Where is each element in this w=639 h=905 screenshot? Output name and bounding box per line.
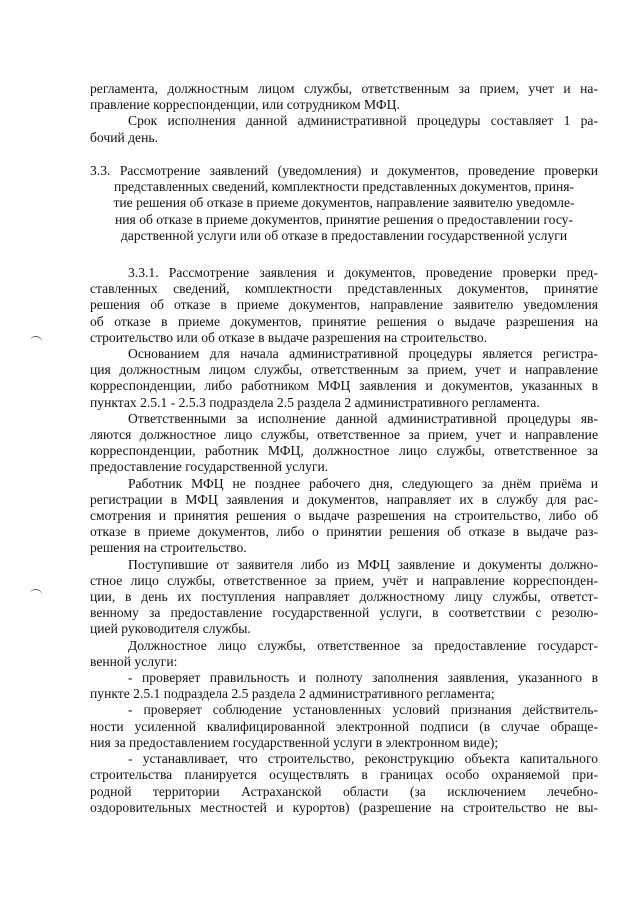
text-line: решения на строительство. (90, 540, 247, 556)
text-line: ния за предоставлением государственной услуги в электронном виде); (90, 734, 499, 750)
text-line: об отказе в приеме документов, принятие решения о выдаче разрешения на (90, 313, 598, 329)
text-line: смотрения и принятия решения о выдаче разрешения на строительство, либо об (90, 508, 598, 524)
text-line: цией руководителя службы. (90, 621, 251, 637)
text-line: - проверяет правильность и полноту заполнения заявления, указанного в (128, 670, 598, 686)
text-line: предоставление государственной услуги. (90, 459, 329, 475)
text-line: пунктах 2.5.1 - 2.5.3 подраздела 2.5 раздела 2 административного регламента. (90, 394, 540, 410)
text-line: 3.3.1. Рассмотрение заявления и документов, проведение проверки пред- (128, 265, 598, 280)
heading-line: дарственной услуги или об отказе в предоставлении государственной услуги (120, 227, 568, 243)
text-line: Работник МФЦ не позднее рабочего дня, следующего за днём приёма и (128, 475, 598, 491)
text-line: венной услуги: (90, 653, 178, 669)
text-line: ляются должностное лицо службы, ответственное за прием, учет и направление (90, 427, 598, 443)
heading-line: тие решения об отказе в приеме документов, направление заявителю уведомле- (113, 195, 575, 211)
text-line: пункте 2.5.1 подраздела 2.5 раздела 2 административного регламента; (90, 686, 495, 702)
text-line: Ответственными за исполнение данной административной процедуры яв- (128, 410, 598, 426)
text-line: ция должностным лицом службы, ответственным за прием, учет и направление (90, 362, 598, 378)
text-line: Должностное лицо службы, ответственное за предоставление государст- (128, 637, 598, 653)
text-line: регистрации в МФЦ заявления и документов, направляет их в службу для рас- (90, 491, 598, 507)
text-line: решения об отказе в приеме документов, направление заявителю уведомления (90, 297, 598, 313)
heading-line: представленных сведений, комплектности представленных документов, приня- (113, 179, 575, 195)
text-line: ставленных сведений, комплектности представленных документов, принятие (90, 281, 598, 297)
text-line: венному за предоставление государственной услуги, в соответствии с резолю- (90, 605, 598, 621)
text-line: правление корреспонденции, или сотрудником МФЦ. (90, 97, 400, 113)
section-heading (90, 163, 598, 244)
text-line: - проверяет соблюдение установленных условий признания действитель- (128, 702, 598, 718)
text-line: Срок исполнения данной административной процедуры составляет 1 ра- (128, 113, 598, 129)
text-line: бочий день. (90, 129, 158, 145)
text-line: ности усиленной квалифицированной электронной подписи (в случае обраще- (90, 718, 598, 734)
text-line: отказе в приеме документов, либо о принятии решения об отказе в выдаче раз- (90, 524, 598, 540)
text-line: ции, в день их поступления направляет должностному лицу службы, ответст- (90, 589, 598, 605)
text-line: регламента, должностным лицом службы, ответственным за прием, учет и на- (90, 81, 598, 96)
text-line: корреспонденции, либо работником МФЦ заявления и документов, указанных в (90, 378, 598, 394)
margin-punch-mark (29, 588, 42, 600)
margin-punch-mark (29, 335, 42, 347)
text-line: родной территории Астраханской области (за исключением лечебно- (90, 783, 598, 799)
text-line: стное лицо службы, ответственное за прием, учёт и направление корреспонден- (90, 572, 598, 588)
heading-line: 3.3. Рассмотрение заявлений (уведомления) и документов, проведение проверки (90, 163, 598, 178)
text-line: - устанавливает, что строительство, реконструкцию объекта капитального (128, 751, 598, 767)
text-line: Основанием для начала административной процедуры является регистра- (128, 346, 598, 362)
body-text (90, 265, 598, 816)
heading-line: ния об отказе в приеме документов, принятие решения о предоставлении госу- (115, 211, 573, 227)
text-line: корреспонденции, работник МФЦ, должностное лицо службы, ответственное за (90, 443, 598, 459)
intro-paragraphs (90, 81, 598, 146)
text-line: строительства планируется осуществлять в границах особо охраняемой при- (90, 767, 598, 783)
text-line: строительство или об отказе в выдаче разрешения на строительство. (90, 329, 488, 345)
text-line: Поступившие от заявителя либо из МФЦ заявление и документы должно- (128, 556, 598, 572)
text-line: оздоровительных местностей и курортов) (разрешение на строительство не вы- (90, 799, 598, 815)
